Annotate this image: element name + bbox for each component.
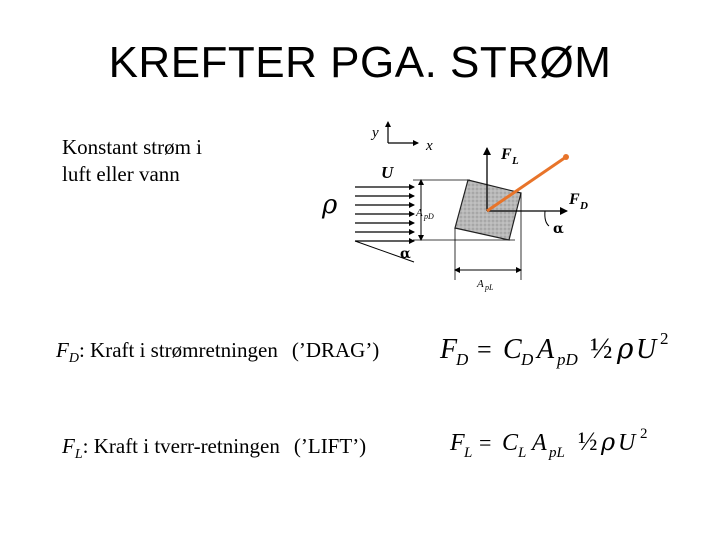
apl-label-sub: pL <box>485 283 494 292</box>
lift-eq-lhs-sub: L <box>464 445 473 461</box>
drag-eq-half: ½ <box>590 332 613 365</box>
drag-eq-c-sub: D <box>521 350 534 369</box>
axis-y-label: y <box>372 125 379 141</box>
intro-line-2: luft eller vann <box>62 162 180 186</box>
lift-def-subscript: L <box>74 447 83 463</box>
drag-eq-equals: = <box>477 335 492 364</box>
lift-def-symbol: F <box>62 434 75 458</box>
drag-eq-lhs-sub: D <box>456 350 469 369</box>
lift-eq-equals: = <box>479 430 492 455</box>
coordinate-axes <box>370 122 433 154</box>
angle-alpha-force: α <box>553 221 564 237</box>
lift-def-text: : Kraft i tverr-retningen <box>82 434 280 458</box>
drag-def-symbol: F <box>56 338 69 362</box>
lift-def-label: (’LIFT’) <box>293 434 367 458</box>
drag-def-subscript: D <box>68 351 79 367</box>
lift-eq-exp: 2 <box>640 426 648 442</box>
apl-label-main: A <box>477 278 484 290</box>
lift-eq-c: C <box>502 430 519 456</box>
lift-label: F <box>501 146 512 163</box>
velocity-label: U <box>381 163 394 182</box>
lift-eq-a: A <box>532 430 547 456</box>
drag-eq-c: C <box>503 334 522 365</box>
drag-def-label: (’DRAG’) <box>291 338 380 362</box>
drag-eq-a-sub: pD <box>557 350 578 369</box>
drag-eq-rho: ρ <box>617 332 634 365</box>
drag-eq-lhs: F <box>440 334 458 365</box>
drag-eq-u: U <box>636 334 657 365</box>
lift-eq-c-sub: L <box>518 445 527 461</box>
lift-eq-half: ½ <box>578 427 598 456</box>
angle-alpha-flow: α <box>400 246 411 262</box>
lift-eq-rho: ρ <box>601 428 616 456</box>
resultant-force-arrow <box>487 157 566 211</box>
drag-def-text: : Kraft i strømretningen <box>78 338 278 362</box>
intro-line-1: Konstant strøm i <box>62 135 202 159</box>
density-symbol: ρ <box>322 190 338 220</box>
drag-eq-a: A <box>537 334 555 365</box>
apd-label-main: A <box>416 207 423 219</box>
lift-definition <box>62 434 366 463</box>
flow-arrows <box>355 187 414 241</box>
drag-label-sub: D <box>580 200 588 212</box>
apd-label-sub: pD <box>424 212 434 221</box>
lift-eq-u: U <box>618 430 636 456</box>
lift-eq-a-sub: pL <box>549 445 565 461</box>
drag-eq-exp: 2 <box>660 329 669 348</box>
page-title: KREFTER PGA. STRØM <box>108 38 612 87</box>
drag-label: F <box>569 191 580 208</box>
lift-label-sub: L <box>512 155 519 167</box>
lift-eq-lhs: F <box>450 430 465 456</box>
axis-x-label: x <box>426 138 433 154</box>
drag-definition <box>56 338 379 367</box>
